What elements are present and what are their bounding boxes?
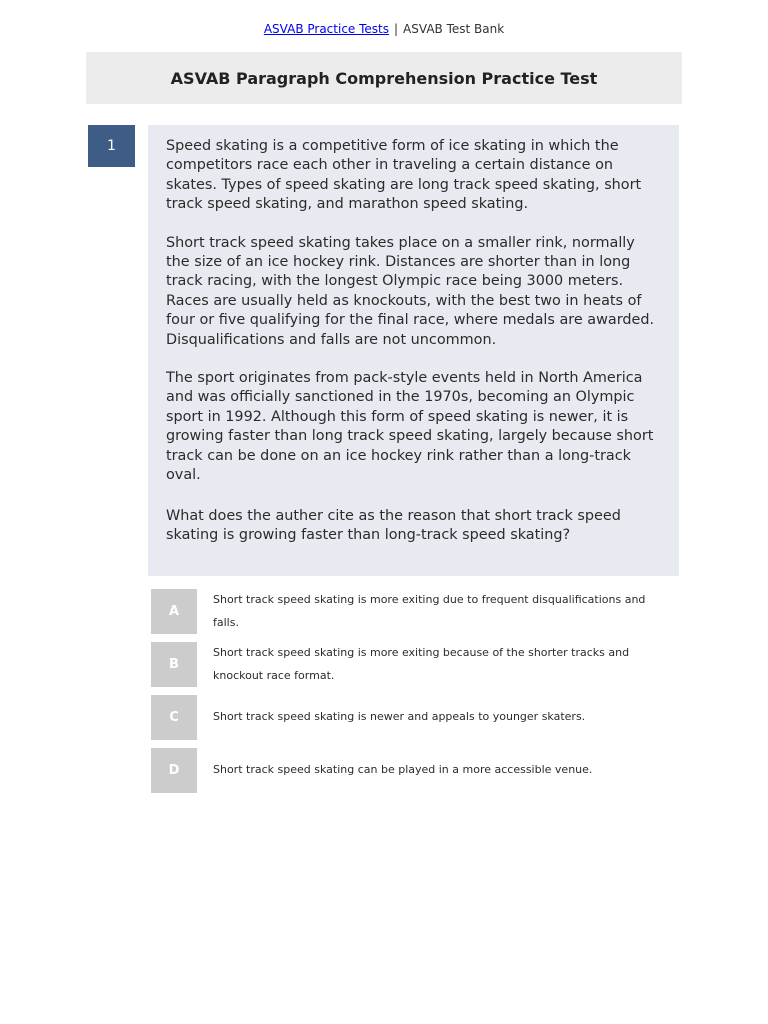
- answer-choice-d[interactable]: [151, 748, 676, 793]
- page-title: ASVAB Paragraph Comprehension Practice Test: [170, 68, 598, 88]
- asvab-practice-tests-link[interactable]: ASVAB Practice Tests: [263, 22, 389, 36]
- choice-letter[interactable]: A: [151, 589, 197, 634]
- choice-text[interactable]: Short track speed skating is newer and appeals to younger skaters.: [213, 710, 586, 724]
- answer-choice-b[interactable]: [151, 642, 676, 687]
- breadcrumb-nav: [0, 21, 768, 37]
- passage-paragraph: The sport originates from pack-style events held in North America and was officially sanctioned in the 1970s, becoming an Olympic sport in 1992. Although this form of speed skating is newer, it is growing faster than long track speed skating, largely because short track can be done on an ice hockey rink rather than a long-track oval.: [166, 370, 654, 484]
- choice-text[interactable]: Short track speed skating is more exiting due to frequent disqualifications and falls.: [213, 593, 646, 629]
- page-title-bar: [86, 52, 682, 104]
- passage-paragraph: Speed skating is a competitive form of ice skating in which the competitors race each other in traveling a certain distance on skates. Types of speed skating are long track speed skating, short track speed skating, and marathon speed skating.: [166, 138, 642, 213]
- choice-letter[interactable]: B: [151, 642, 197, 687]
- nav-separator: |: [394, 22, 399, 36]
- choice-letter[interactable]: D: [151, 748, 197, 793]
- answer-choice-a[interactable]: [151, 589, 676, 634]
- question-prompt: What does the auther cite as the reason that short track speed skating is growing faster than long-track speed skating?: [166, 507, 621, 543]
- choice-text[interactable]: Short track speed skating can be played in a more accessible venue.: [213, 763, 593, 777]
- answer-choices: [151, 589, 676, 801]
- choice-text[interactable]: Short track speed skating is more exiting because of the shorter tracks and knockout race format.: [213, 646, 630, 682]
- question-number-badge: 1: [88, 125, 135, 167]
- current-page-label: ASVAB Test Bank: [403, 22, 505, 36]
- choice-letter[interactable]: C: [151, 695, 197, 740]
- question-passage: [148, 125, 679, 576]
- passage-paragraph: Short track speed skating takes place on a smaller rink, normally the size of an ice hockey rink. Distances are shorter than in long track racing, with the longest Olympic race being 3000 meters. Races are usually held as knockouts, with the best two in heats of four or five qualifying for the final race, where medals are awarded. Disqualifications and falls are not uncommon.: [166, 234, 655, 348]
- answer-choice-c[interactable]: [151, 695, 676, 740]
